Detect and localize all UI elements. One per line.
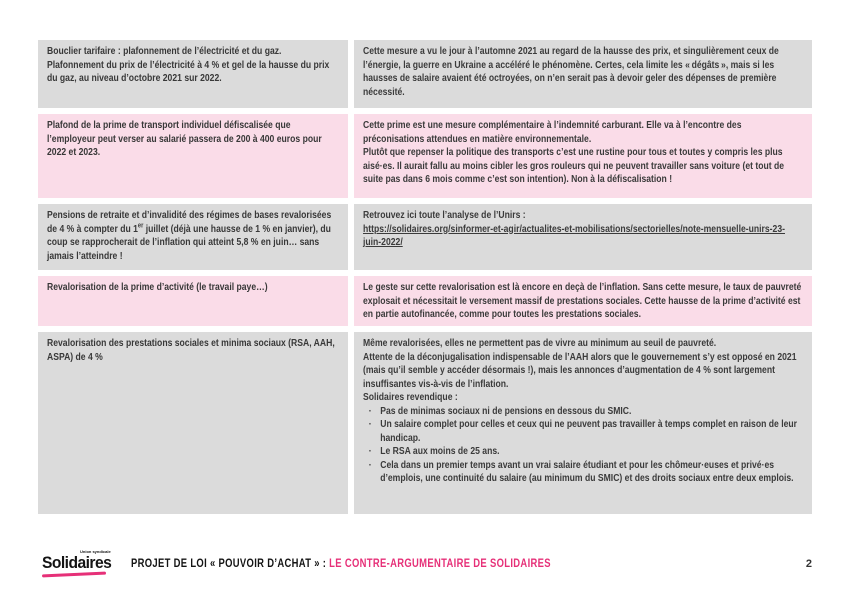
unirs-analysis-link[interactable]: https://solidaires.org/sinformer-et-agir/actualites-et-mobilisations/sectorielles/note-mensuelle-unirs-23-juin-2022/ bbox=[363, 222, 785, 248]
measure-text: Revalorisation des prestations sociales et minima sociaux (RSA, AAH, ASPA) de 4 % bbox=[47, 337, 335, 363]
page-number: 2 bbox=[805, 558, 812, 570]
measure-cell bbox=[38, 40, 348, 108]
measure-cell bbox=[38, 114, 348, 198]
commentary-paragraph: Même revalorisées, elles ne permettent pas de vivre au minimum au seuil de pauvreté. bbox=[363, 337, 717, 349]
logo-wordmark: Solidaires bbox=[42, 553, 112, 572]
solidaires-logo bbox=[42, 549, 117, 576]
table-row-prestations-sociales bbox=[38, 332, 812, 514]
commentary-paragraph: Cette prime est une mesure complémentaire à l’indemnité carburant. Elle va à l’encontre des préconisations attendues en matière environnementale. bbox=[363, 119, 742, 145]
logo-small-text: Union syndicale bbox=[80, 549, 111, 554]
table-row-bouclier-tarifaire bbox=[38, 40, 812, 108]
footer-title bbox=[131, 558, 689, 570]
measure-cell bbox=[38, 276, 348, 326]
commentary-text bbox=[363, 281, 802, 322]
bullet-dot: · bbox=[368, 445, 372, 457]
measure-cell bbox=[38, 332, 348, 514]
commentary-text bbox=[363, 337, 802, 486]
measure-text: Revalorisation de la prime d’activité (le travail paye…) bbox=[47, 281, 268, 293]
measure-text: Plafond de la prime de transport individuel défiscalisée que l’employeur peut verser au salarié passera de 200 à 400 euros pour 2022 et 2023. bbox=[47, 119, 322, 158]
measure-text: Pensions de retraite et d’invalidité des régimes de bases revalorisées de 4 % à compter du 1er juillet (déjà une hausse de 1 % en janvier), du coup se rapprocherait de l’inflation qui atteint 5,8 % en juin… sans jamais l’atteindre ! bbox=[47, 209, 332, 262]
commentary-paragraph: Cette mesure a vu le jour à l’automne 2021 au regard de la hausse des prix, et singulièrement ceux de l’énergie, la guerre en Ukraine a accéléré le phénomène. Certes, cela limite les « dégâts », mais si les hausses de salaire avaient été octroyées, on n’en serait pas à devoir geler des dépenses de première nécessité. bbox=[363, 45, 779, 98]
measures-table bbox=[38, 40, 812, 514]
table-row-prime-activite bbox=[38, 276, 812, 326]
bullet-item bbox=[363, 418, 802, 445]
bullet-item bbox=[363, 405, 802, 419]
commentary-cell bbox=[354, 204, 812, 270]
commentary-paragraph: Le geste sur cette revalorisation est là encore en deçà de l’inflation. Sans cette mesure, le taux de pauvreté explosait et nécessitait le versement massif de prestations sociales. Cette hausse de la prime d’activité est en partie autofinancée, comme pour toutes les prestations sociales. bbox=[363, 281, 802, 320]
bullet-dot: · bbox=[368, 418, 372, 430]
commentary-cell bbox=[354, 332, 812, 514]
bullet-dot: · bbox=[368, 458, 372, 471]
commentary-cell bbox=[354, 114, 812, 198]
bullet-text: Pas de minimas sociaux ni de pensions en dessous du SMIC. bbox=[380, 404, 632, 417]
commentary-paragraph: Plutôt que repenser la politique des transports c’est une rustine pour tous et toutes y compris les plus aisé·es. Il aurait fallu au moins cibler les gros rouleurs qui ne peuvent travailler sans voiture (et tout de suite pas dans 6 mois comme c’est son intention). Non à la défiscalisation ! bbox=[363, 146, 785, 185]
bullet-item bbox=[363, 459, 802, 486]
footer-title-pink: LE CONTRE-ARGUMENTAIRE DE SOLIDAIRES bbox=[329, 558, 552, 571]
commentary-paragraph: Attente de la déconjugalisation indispensable de l’AAH alors que le gouvernement s’y est opposé en 2021 (mais qu’il semble y accéder désormais !), mais les annonces d’augmentation de 4 % sont largement insuffisantes vis-à-vis de l’inflation. bbox=[363, 350, 797, 390]
commentary-text bbox=[363, 45, 802, 99]
commentary-cell bbox=[354, 40, 812, 108]
commentary-text bbox=[363, 119, 802, 187]
footer-title-black: PROJET DE LOI « POUVOIR D’ACHAT » : bbox=[131, 558, 330, 571]
bullet-text: Un salaire complet pour celles et ceux qui ne peuvent pas travailler à temps complet en raison de leur handicap. bbox=[380, 418, 797, 444]
commentary-text bbox=[363, 209, 802, 250]
table-row-prime-transport bbox=[38, 114, 812, 198]
bullet-text: Le RSA aux moins de 25 ans. bbox=[380, 445, 500, 457]
measure-text: Bouclier tarifaire : plafonnement de l’électricité et du gaz. Plafonnement du prix de l’électricité à 4 % et gel de la hausse du prix du gaz, au niveau d’octobre 2021 sur 2022. bbox=[47, 45, 330, 84]
bullet-text: Cela dans un premier temps avant un vrai salaire étudiant et pour les chômeur·euses et privé·es d’emplois, une continuité du salaire (au minimum du SMIC) et des droits sociaux entre deux emplois. bbox=[380, 458, 794, 484]
bullet-dot: · bbox=[368, 404, 372, 417]
commentary-paragraph: Retrouvez ici toute l’analyse de l’Unirs : bbox=[363, 209, 526, 221]
measure-cell bbox=[38, 204, 348, 270]
table-row-pensions-retraite bbox=[38, 204, 812, 270]
page-footer bbox=[42, 549, 812, 576]
bullet-item bbox=[363, 445, 802, 459]
commentary-cell bbox=[354, 276, 812, 326]
commentary-paragraph: Solidaires revendique : bbox=[363, 391, 458, 403]
